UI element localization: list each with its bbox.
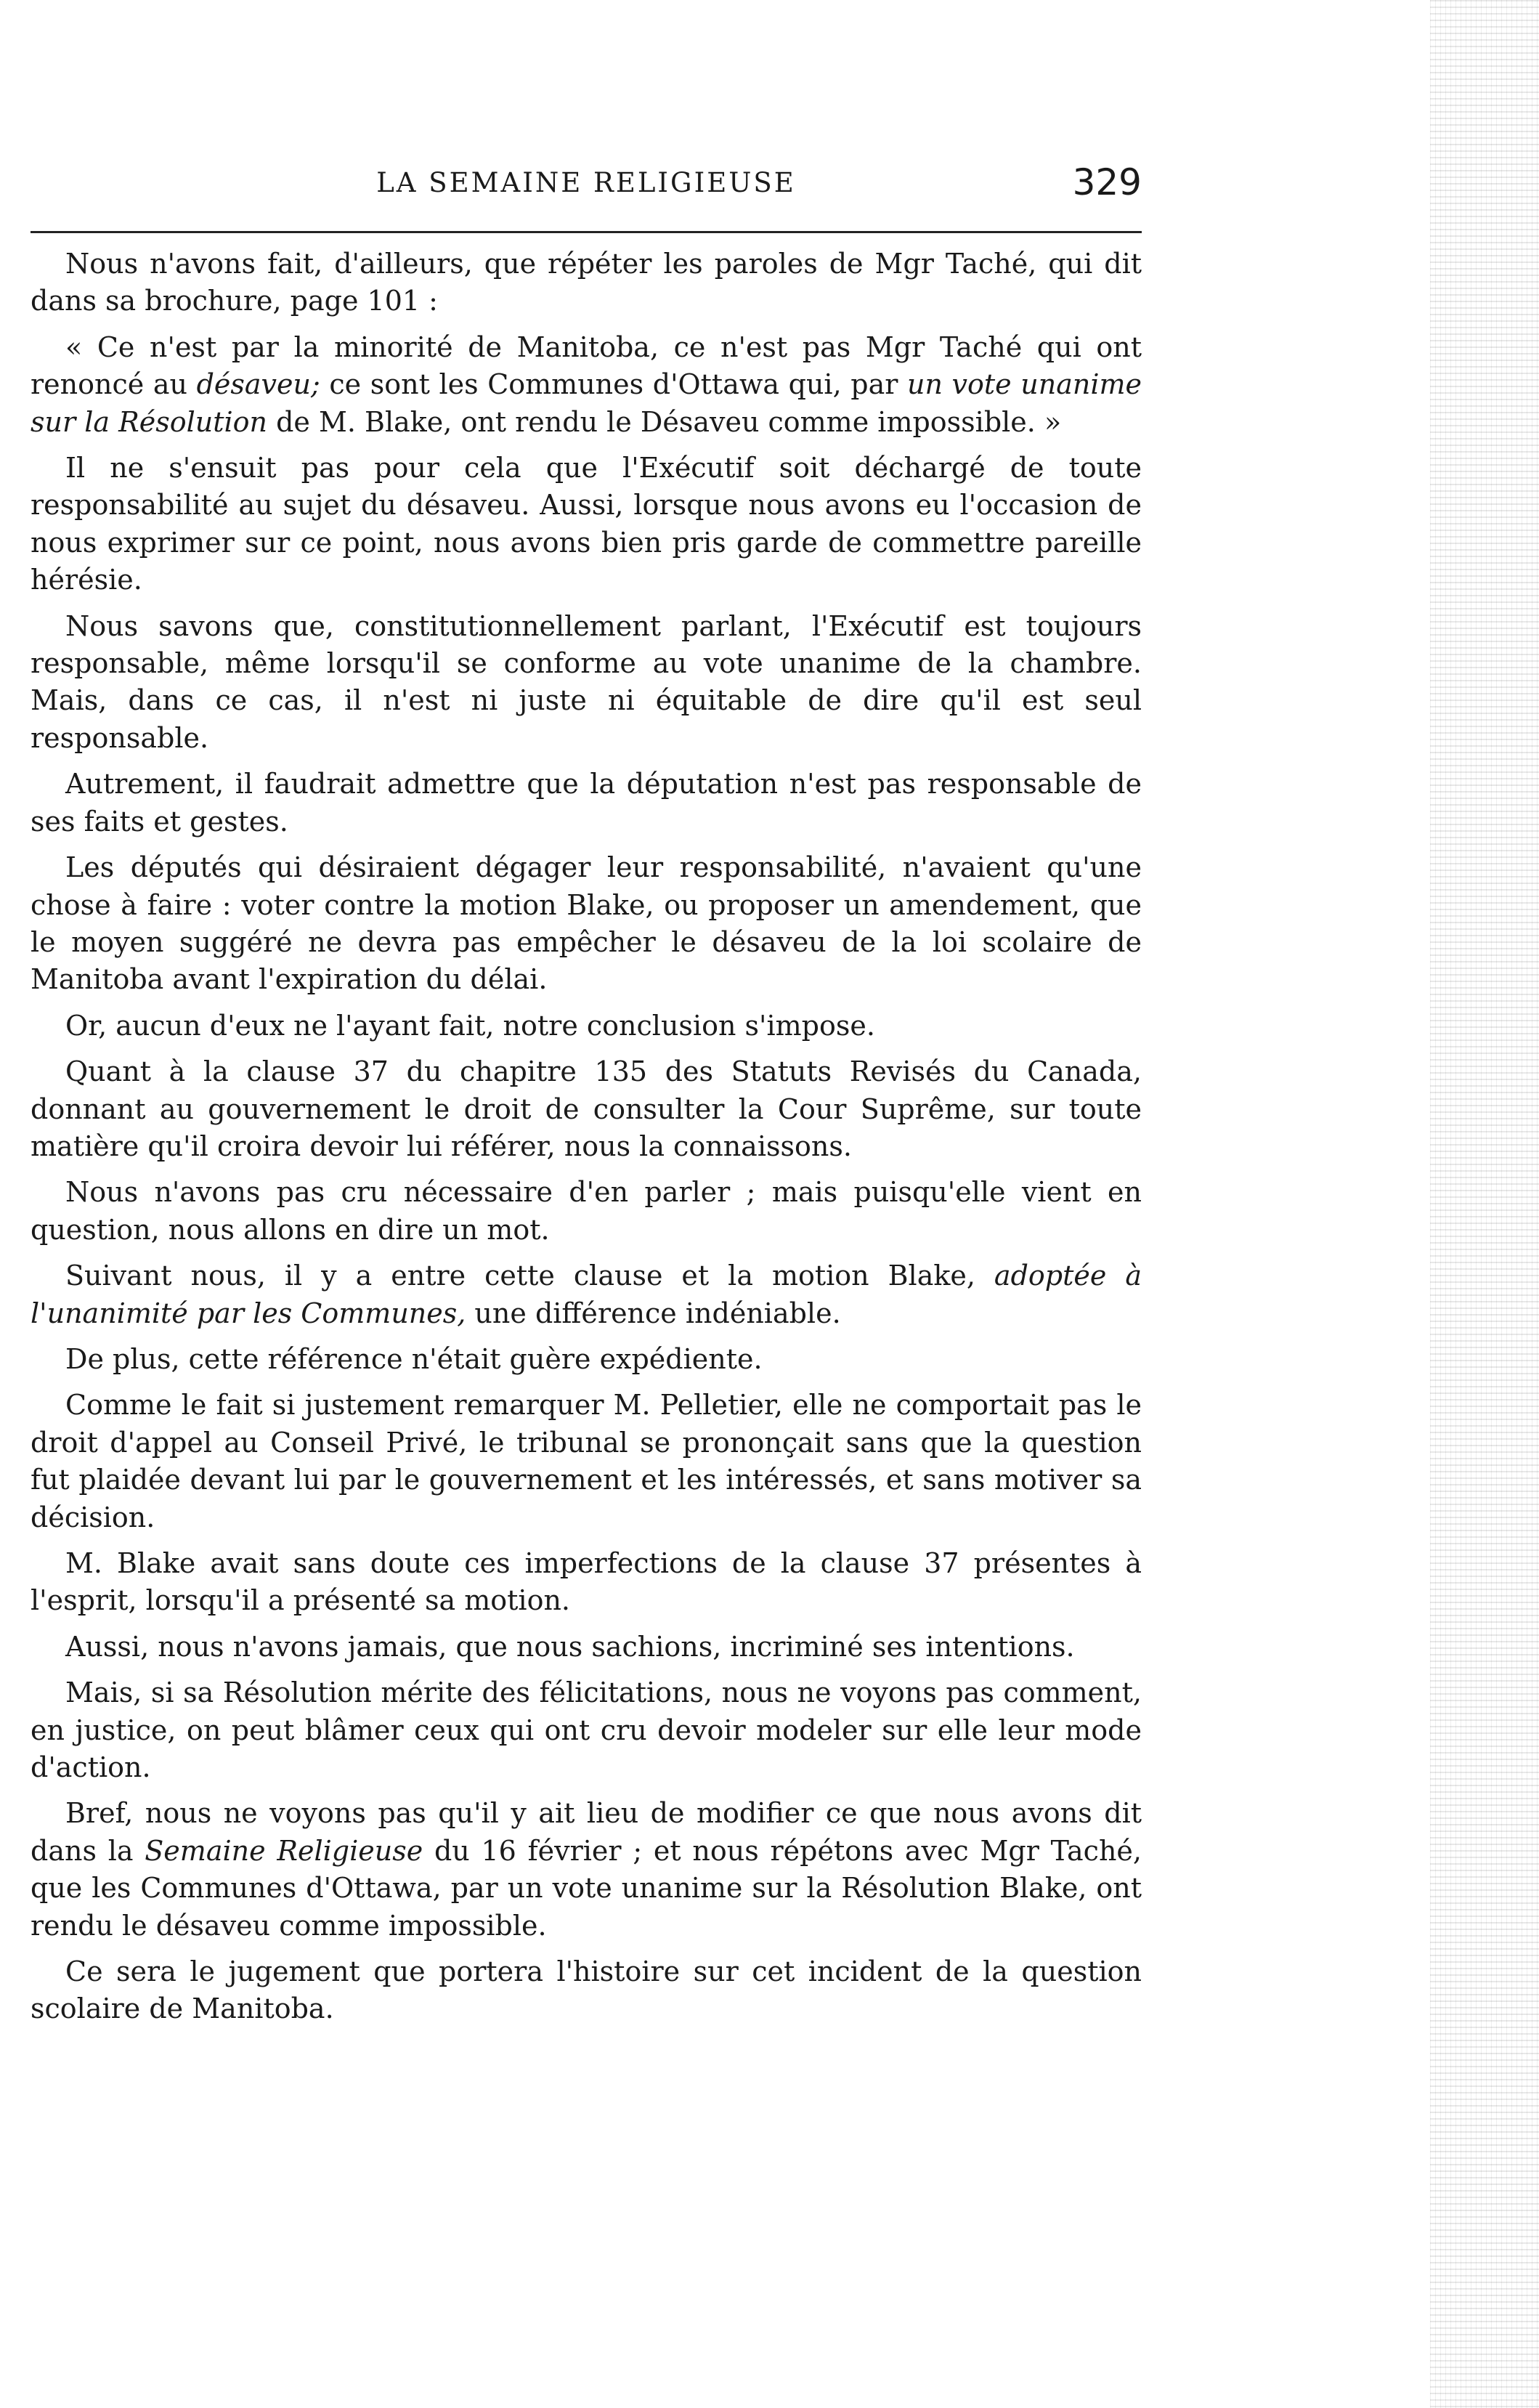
paragraph [31, 1008, 1142, 1045]
italic-text: Semaine Religieuse [145, 1834, 423, 1867]
paragraph-text: Autrement, il faudrait admettre que la députation n'est pas responsable de ses faits et gestes. [31, 768, 1142, 838]
paragraph [31, 1674, 1142, 1786]
paragraph-text: ce sont les Communes d'Ottawa qui, par [320, 368, 908, 401]
paragraph [31, 766, 1142, 840]
paragraph-text: Nous savons que, constitutionnellement parlant, l'Exécutif est toujours responsable, même lorsqu'il se conforme au vote unanime de la chambre. Mais, dans ce cas, il n'est ni juste ni équitable de dire qu'il est seul responsable. [31, 609, 1142, 754]
paragraph-text: Bref, nous ne voyons pas qu'il y ait lieu de modifier ce que nous avons dit dans la [31, 1797, 1142, 1867]
paragraph-text: Aussi, nous n'avons jamais, que nous sachions, incriminé ses intentions. [65, 1630, 1075, 1663]
document-page [31, 0, 1142, 2408]
header-rule [31, 231, 1142, 233]
paragraph-text: De plus, cette référence n'était guère expédiente. [65, 1342, 763, 1375]
paragraph-text: Il ne s'ensuit pas pour cela que l'Exécutif soit déchargé de toute responsabilité au sujet du désaveu. Aussi, lorsque nous avons eu l'occasion de nous exprimer sur ce point, nous avons bien pris garde de commettre pareille hérésie. [31, 452, 1142, 596]
paragraph [31, 1545, 1142, 1620]
paragraph [31, 1341, 1142, 1378]
paragraph [31, 1387, 1142, 1536]
paragraph-text: du 16 février ; et nous répétons avec Mgr Taché, que les Communes d'Ottawa, par un vote unanime sur la Résolution Blake, ont rendu le désaveu comme impossible. [31, 1834, 1142, 1942]
paragraph [31, 849, 1142, 999]
paragraph-text: Suivant nous, il y a entre cette clause et la motion Blake, [65, 1260, 994, 1292]
paragraph-text: Or, aucun d'eux ne l'ayant fait, notre conclusion s'impose. [65, 1009, 875, 1042]
journal-title: LA SEMAINE RELIGIEUSE [376, 167, 796, 198]
italic-text: un vote unanime sur la Résolution [31, 368, 1142, 438]
italic-text: adoptée à l'unanimité par les Communes, [31, 1260, 1142, 1329]
paragraph [31, 1953, 1142, 2028]
article-body [31, 246, 1142, 2037]
paragraph-text: Quant à la clause 37 du chapitre 135 des Statuts Revisés du Canada, donnant au gouvernement le droit de consulter la Cour Suprême, sur toute matière qu'il croira devoir lui référer, nous la connaissons. [31, 1055, 1142, 1162]
paragraph-text: Nous n'avons fait, d'ailleurs, que répéter les paroles de Mgr Taché, qui dit dans sa brochure, page 101 : [31, 248, 1142, 317]
paragraph [31, 1257, 1142, 1332]
scan-edge-noise [1430, 0, 1539, 2408]
paragraph [31, 1053, 1142, 1165]
running-head [31, 161, 1142, 205]
paragraph-text: Mais, si sa Résolution mérite des félicitations, nous ne voyons pas comment, en justice, on peut blâmer ceux qui ont cru devoir modeler sur elle leur mode d'action. [31, 1677, 1142, 1784]
paragraph [31, 329, 1142, 441]
paragraph-text: « Ce n'est par la minorité de Manitoba, ce n'est pas Mgr Taché qui ont renoncé au [31, 331, 1142, 401]
paragraph [31, 246, 1142, 320]
paragraph [31, 608, 1142, 758]
paragraph-text: Ce sera le jugement que portera l'histoire sur cet incident de la question scolaire de Manitoba. [31, 1955, 1142, 2025]
paragraph [31, 1174, 1142, 1249]
paragraph [31, 1629, 1142, 1666]
paragraph-text: Nous n'avons pas cru nécessaire d'en parler ; mais puisqu'elle vient en question, nous allons en dire un mot. [31, 1176, 1142, 1246]
paragraph [31, 450, 1142, 599]
paragraph-text: Les députés qui désiraient dégager leur responsabilité, n'avaient qu'une chose à faire : voter contre la motion Blake, ou proposer un amendement, que le moyen suggéré ne devra pas empêcher le désaveu de la loi scolaire de Manitoba avant l'expiration du délai. [31, 851, 1142, 996]
italic-text: désaveu; [196, 368, 320, 401]
paragraph-text: M. Blake avait sans doute ces imperfections de la clause 37 présentes à l'esprit, lorsqu'il a présenté sa motion. [31, 1547, 1142, 1617]
page-number: 329 [1072, 161, 1142, 203]
paragraph [31, 1795, 1142, 1945]
paragraph-text: Comme le fait si justement remarquer M. Pelletier, elle ne comportait pas le droit d'appel au Conseil Privé, le tribunal se prononçait sans que la question fut plaidée devant lui par le gouvernement et les intéressés, et sans motiver sa décision. [31, 1389, 1142, 1533]
paragraph-text: une différence indéniable. [466, 1297, 841, 1329]
paragraph-text: de M. Blake, ont rendu le Désaveu comme impossible. » [267, 405, 1062, 438]
